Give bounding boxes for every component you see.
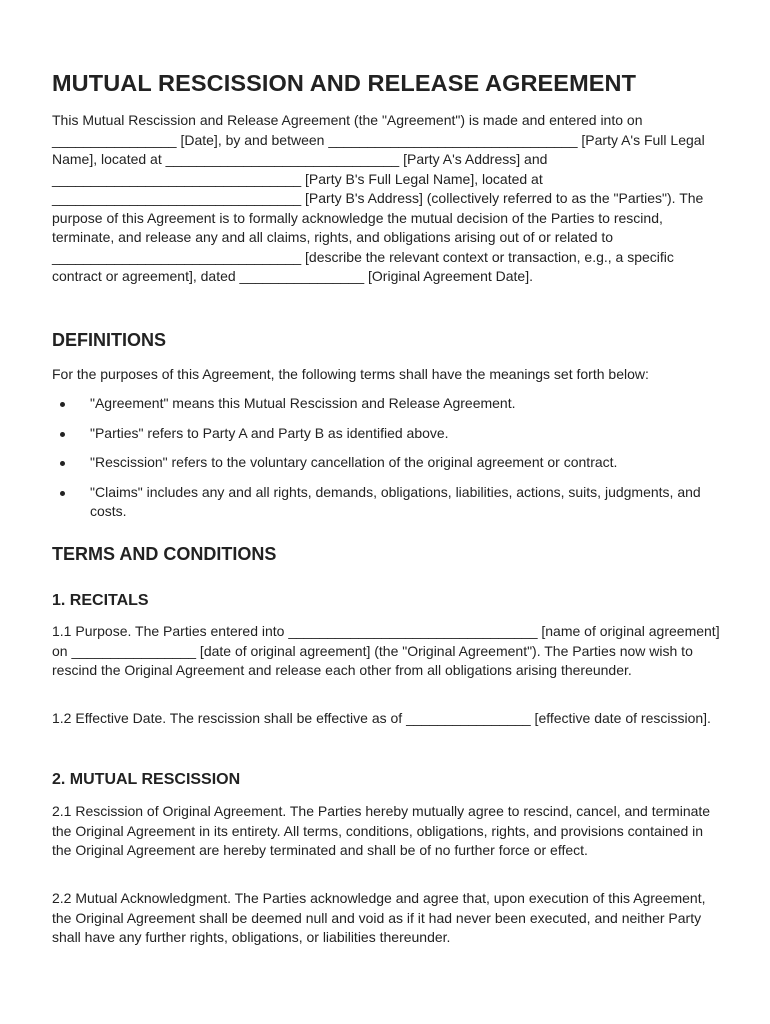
definition-rescission: "Rescission" refers to the voluntary cancellation of the original agreement or contract.	[90, 454, 618, 470]
definitions-lead: For the purposes of this Agreement, the following terms shall have the meanings set forth below:	[52, 366, 649, 382]
bullet-icon	[60, 402, 65, 407]
list-item	[52, 483, 720, 522]
definition-claims: "Claims" includes any and all rights, demands, obligations, liabilities, actions, suits, judgments, and costs.	[90, 483, 701, 519]
bullet-icon	[60, 491, 65, 496]
list-item	[52, 424, 720, 444]
definition-agreement: "Agreement" means this Mutual Rescission and Release Agreement.	[90, 395, 516, 411]
recitals-heading: 1. RECITALS	[52, 592, 149, 609]
recitals-effective-date-paragraph: 1.2 Effective Date. The rescission shall be effective as of ________________ [effective date of rescission].	[52, 710, 711, 726]
definitions-list	[52, 394, 720, 532]
intro-paragraph: This Mutual Rescission and Release Agreement (the "Agreement") is made and entered into on ________________ [Date], by and between ________________________________ [Party A's Full Legal Name], located at ______________________________ [Party A's Address] and ________________________________ [Party B's Full Legal Name], located at ________________________________ [Party B's Address] (collectively referred to as the "Parties"). The purpose of this Agreement is to formally acknowledge the mutual decision of the Parties to rescind, terminate, and release any and all claims, rights, and obligations arising out of or related to ________________________________ [describe the relevant context or transaction, e.g., a specific contract or agreement], dated ________________ [Original Agreement Date].	[52, 112, 705, 284]
definitions-heading: DEFINITIONS	[52, 330, 167, 350]
mutual-rescission-heading: 2. MUTUAL RESCISSION	[52, 771, 241, 788]
terms-heading: TERMS AND CONDITIONS	[52, 544, 277, 564]
recitals-purpose-paragraph: 1.1 Purpose. The Parties entered into ________________________________ [name of original agreement] on ________________ [date of original agreement] (the "Original Agreement"). The Parties now wish to rescind the Original Agreement and release each other from all obligations arising thereunder.	[52, 623, 720, 678]
bullet-icon	[60, 461, 65, 466]
document-title: MUTUAL RESCISSION AND RELEASE AGREEMENT	[52, 70, 637, 96]
rescission-of-original-paragraph: 2.1 Rescission of Original Agreement. The Parties hereby mutually agree to rescind, cancel, and terminate the Original Agreement in its entirety. All terms, conditions, obligations, rights, and provisions contained in the Original Agreement are hereby terminated and shall be of no further force or effect.	[52, 803, 711, 858]
definition-parties: "Parties" refers to Party A and Party B as identified above.	[90, 424, 449, 441]
bullet-icon	[60, 432, 65, 437]
list-item	[52, 394, 720, 414]
list-item	[52, 453, 720, 473]
mutual-acknowledgment-paragraph: 2.2 Mutual Acknowledgment. The Parties acknowledge and agree that, upon execution of this Agreement, the Original Agreement shall be deemed null and void as if it had never been executed, and neither Party shall have any further rights, obligations, or liabilities thereunder.	[52, 890, 706, 945]
